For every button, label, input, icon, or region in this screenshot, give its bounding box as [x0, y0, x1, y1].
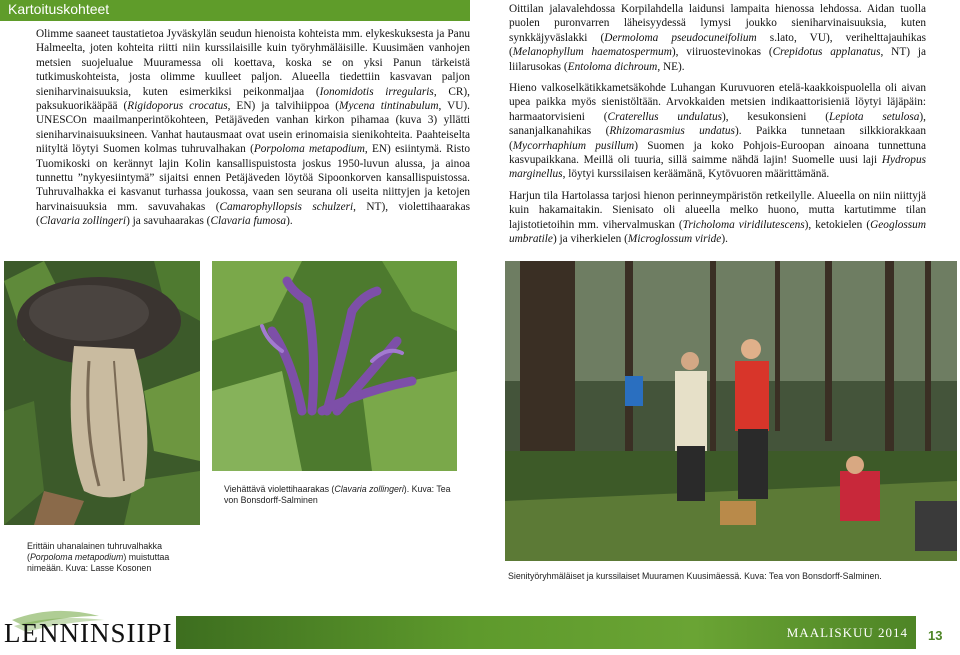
logo-text: LENNINSIIPI [4, 618, 173, 648]
issue-date: MAALISKUU 2014 [786, 625, 908, 640]
right-paragraph-1: Oittilan jalavalehdossa Korpilahdella laidunsi lampaita hienossa lehdossa. Aidan tuolla puolen puronvarren läheisyydessä lymysi joukko sieniharvinaisuuksia, kuten synkkäjyväslakki (Dermoloma pseudocuneifolium s.lato, VU), verihelttajauhikas (Melanophyllum haematospermum), viiruostevinokas (Crepidotus applanatus, NT) ja liilarusokas (Entoloma dichroum, NE). [509, 3, 926, 73]
right-text-column [509, 2, 926, 254]
left-paragraph-1: Olimme saaneet taustatietoa Jyväskylän seudun hienoista kohteista mm. elykeskuksesta ja Panu Halmeelta, joten kohteita riitti niin kurssilaisille kuin työryhmäläisille. Kuusimäen vanhojen metsien suojelualue Muuramessa oli koettava, koska se on yksi Panun tärkeistä tutkimuskohteista, josta olimme kuulleet paljon. Alueella tiedettiin kasvavan paljon sieniharvinaisuuksia, kuten esimerkiksi peikonmaljaa (Ionomidotis irregularis, CR), paksukuorikääpää (Rigidoporus crocatus, EN) ja talvihiippoa (Mycena tintinabulum, VU). UNESCOn maailmanperintökohteen, Petäjäveden vanhan kirkon pihamaa (kuva 3) yllätti sieniharvinaisuuksineen. Vanhat hautausmaat ovat usein erinomaisia sienikohteita. Paahteiselta niityltä löytyi Suomen kolmas tuhruvalhakan (Porpoloma metapodium, EN) esiintymä. Risto Tuomikoski on kerännyt lajin Kolin kansallispuistosta joskus 1950-luvun alussa, ja ainoa tunnettu ”nykyesiintymä” sijaitsi ennen Petäjäveden löytöä Sipoonkorven kansallispuistossa. Tuhruvalhakka ei kasvanut turhassa joukossa, vaan sen seurana oli useita niittyjen ja ketojen harvinaisuuksia mm. savuvahakas (Camarophyllopsis schulzeri, NT), violettihaarakas (Clavaria zollingeri) ja savuhaarakas (Clavaria fumosa). [36, 28, 470, 228]
caption-porpoloma: Erittäin uhanalainen tuhruvalhakka (Porpoloma metapodium) muistuttaa nimeään. Kuva: Lasse Kosonen [27, 541, 170, 573]
publication-logo [4, 606, 173, 650]
right-paragraph-2: Hieno valkoselkätikkametsäkohde Luhangan Kuruvuoren etelä-kaakkoispuolella oli aivan upea paikka myös sienistöltään. Arvokkaiden metsien indikaattorisieniä löytyi läjäpäin: harmaatorvisieni (Craterellus undulatus), kesukonsieni (Lepiota setulosa), sananjalkanahikas (Rhizomarasmius undatus). Paikka tunnetaan silkkiorakkaan (Mycorrhaphium pusillum) Suomen ja koko Pohjois-Euroopan ainoana tunnettuna kasvupaikkana. Meillä oli tuuria, sillä saimme nähdä lajin! Suomelle uusi laji Hydropus marginellus, löytyi kurssilaisen keräämänä, Kytövuoren määrittämänä. [509, 82, 927, 181]
section-title: Kartoituskohteet [8, 1, 110, 17]
left-text-column [36, 27, 470, 236]
page-number: 13 [928, 628, 943, 643]
right-paragraph-3: Harjun tila Hartolassa tarjosi hienon perinneympäristön retkeilylle. Alueella on niin niittyjä kuin hakamaitakin. Sienisato oli alueella melko huono, mutta kartutimme tilan lajistotietoihin mm. vihervalmuskan (Tricholoma viridilutescens), ketokielen (Geoglossum umbratile) ja viherkielen (Microglossum viride). [509, 189, 926, 246]
caption-clavaria: Viehättävä violettihaarakas (Clavaria zollingeri). Kuva: Tea von Bonsdorff-Salminen [224, 484, 451, 505]
photo-porpoloma-mushroom [4, 261, 200, 525]
photo-clavaria [212, 261, 457, 471]
caption-group: Sienityöryhmäläiset ja kurssilaiset Muuramen Kuusimäessä. Kuva: Tea von Bonsdorff-Salminen. [508, 571, 882, 581]
photo-group-forest [505, 261, 957, 561]
